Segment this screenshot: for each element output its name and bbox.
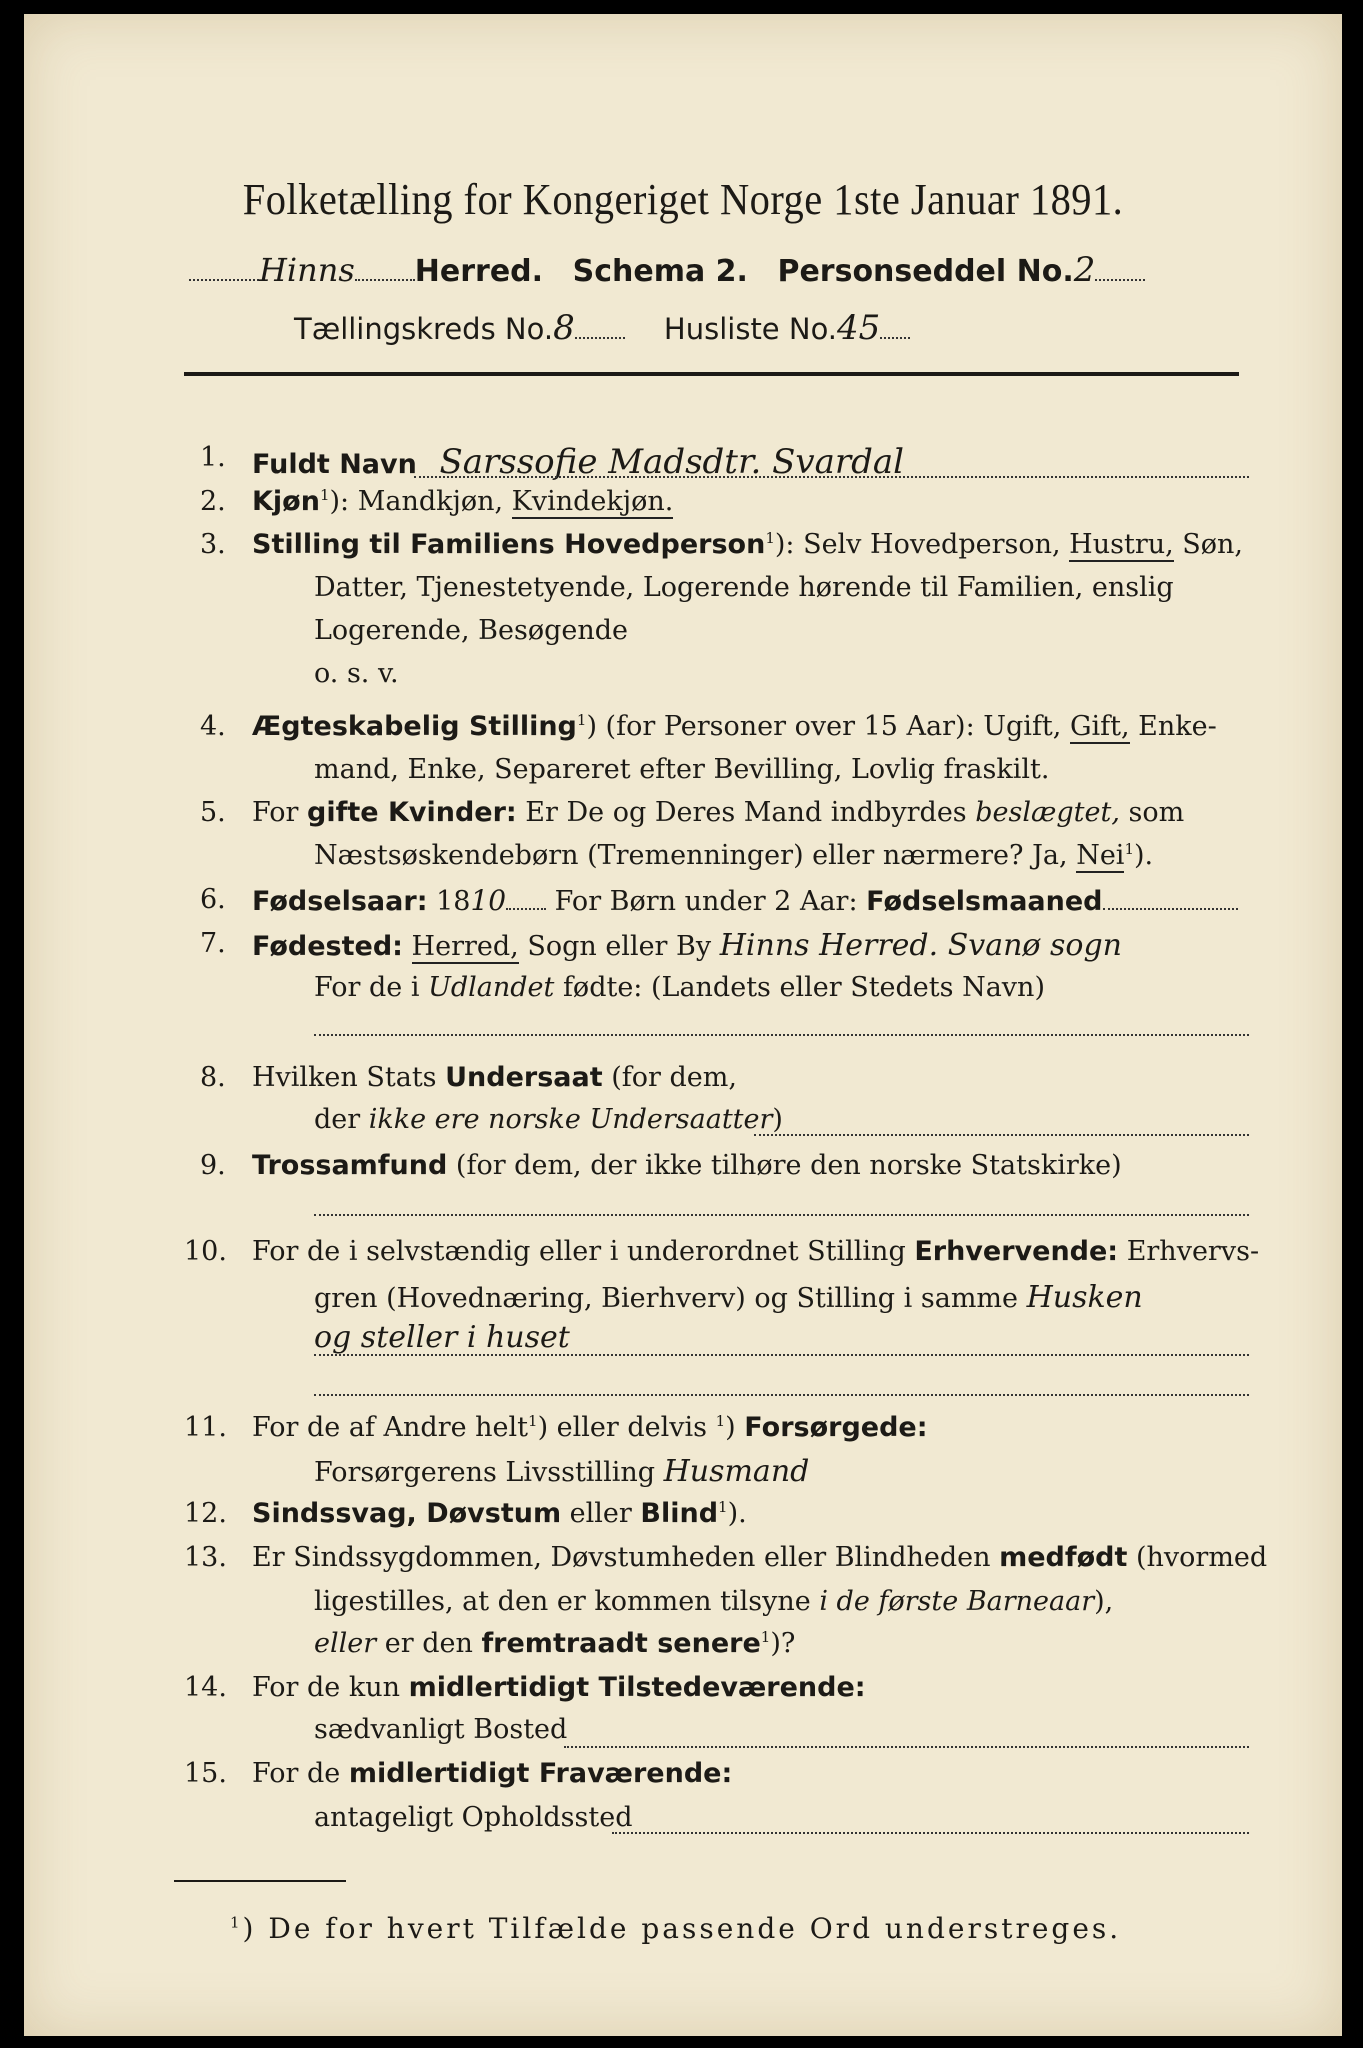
q14-number: 14. [184,1672,227,1703]
q3-selected: Hustru, [1069,529,1174,560]
q11-line2: Forsørgerens Livsstilling Husmand [314,1454,810,1489]
q2-row: Kjøn$^1$): Mandkjøn, Kvindekjøn. [252,486,674,517]
q5-line2: Næstsøskendebørn (Tremenninger) eller nærmere? Ja, Nei$^1$). [314,840,1154,871]
q5-number: 5. [200,797,226,828]
footnote-rule [174,1880,346,1882]
q9-label: Trossamfund [252,1150,448,1181]
form-title: Folketælling for Kongeriget Norge 1ste Januar 1891. [242,175,1124,224]
kreds-label: Tællingskreds No. [294,312,554,346]
q11-number: 11. [184,1412,227,1443]
q6-label: Fødselsaar: [252,886,428,917]
q13-label: medfødt [999,1542,1128,1573]
q10-row: For de i selvstændig eller i underordnet Stilling Erhvervende: Erhvervs- [252,1236,1260,1267]
q6-year-value: 10 [470,884,507,917]
herred-label: Herred. [414,254,544,289]
header-kreds-line [294,308,910,348]
q4-label: Ægteskabelig Stilling [252,711,577,742]
q15-leader [612,1832,1249,1834]
q11-answer: Husmand [663,1454,810,1489]
q7-row: Fødested: Herred, Sogn eller By Hinns Herred. Svanø sogn [252,928,1122,963]
q8-leader [754,1134,1249,1136]
q9-row: Trossamfund (for dem, der ikke tilhøre den norske Statskirke) [252,1150,1122,1181]
q12-label: Sindssvag, Døvstum [252,1498,562,1529]
q15-line2: antageligt Opholdssted [314,1802,633,1833]
q8-number: 8. [200,1062,226,1093]
q13-number: 13. [184,1542,227,1573]
q15-label: midlertidigt Fraværende: [348,1758,733,1789]
q6-row: Fødselsaar: 1810 For Børn under 2 Aar: Fødselsmaaned [252,884,1238,917]
husliste-value: 45 [837,308,881,348]
q10-label: Erhvervende: [914,1236,1119,1267]
q14-leader [564,1746,1249,1748]
q7-line2: For de i Udlandet fødte: (Landets eller Stedets Navn) [314,972,1045,1003]
q12-number: 12. [184,1498,227,1529]
q10-answer-b: og steller i huset [314,1320,570,1355]
footnote: $^1$) De for hvert Tilfælde passende Ord understreges. [230,1912,1122,1945]
schema-label: Schema 2. [572,254,748,289]
q7-blank-line [314,1034,1249,1036]
husliste-label: Husliste No. [663,312,838,346]
q13-line2: ligestilles, at den er kommen tilsyne i de første Barneaar), [314,1586,1114,1617]
q7-answer: Hinns Herred. Svanø sogn [719,928,1122,963]
q12-row: Sindssvag, Døvstum eller Blind$^1$). [252,1498,747,1529]
q1-leader [414,476,1249,478]
q7-number: 7. [200,928,226,959]
q4-line2: mand, Enke, Separeret efter Bevilling, Lovlig fraskilt. [314,754,1050,785]
q13-row: Er Sindssygdommen, Døvstumheden eller Blindheden medfødt (hvormed [252,1542,1268,1573]
q8-row: Hvilken Stats Undersaat (for dem, [252,1062,737,1093]
q3-line2: Datter, Tjenestetyende, Logerende hørende til Familien, enslig [314,572,1174,603]
kreds-value: 8 [553,308,575,348]
q10-leader [314,1354,1249,1356]
q10-blank-line [314,1394,1249,1396]
q3-number: 3. [200,529,226,560]
q8-line2: der ikke ere norske Undersaatter) [314,1104,783,1135]
q7-selected: Herred, [411,931,519,962]
q6-number: 6. [200,884,226,915]
q2-number: 2. [200,486,226,517]
q4-selected: Gift, [1069,711,1130,742]
personseddel-value: 2 [1073,250,1096,290]
q15-number: 15. [184,1758,227,1789]
q4-row: Ægteskabelig Stilling$^1$) (for Personer over 15 Aar): Ugift, Gift, Enke- [252,711,1217,742]
q1-answer: Sarssofie Madsdtr. Svardal [439,442,905,482]
q5-selected: Nei [1076,840,1125,871]
q10-line2: gren (Hovednæring, Bierhverv) og Stilling i samme Husken [314,1280,1143,1315]
q5-label: gifte Kvinder: [307,797,517,828]
q13-line3: eller er den fremtraadt senere$^1$)? [314,1628,796,1659]
q2-label: Kjøn [252,486,320,517]
q11-label: Forsørgede: [744,1412,928,1443]
census-form-page [24,14,1342,2036]
q14-label: midlertidigt Tilstedeværende: [408,1672,866,1703]
q1-number: 1. [200,442,226,473]
q14-line2: sædvanligt Bosted [314,1714,568,1745]
q3-line3: Logerende, Besøgende [314,615,628,646]
q8-label: Undersaat [445,1062,603,1093]
personseddel-label: Personseddel No. [777,254,1074,289]
q11-row: For de af Andre helt$^1$) eller delvis $^1$) Forsørgede: [252,1412,928,1443]
q3-line4: o. s. v. [314,658,399,689]
q14-row: For de kun midlertidigt Tilstedeværende: [252,1672,866,1703]
header-herred-line [189,250,1145,290]
q5-row: For gifte Kvinder: Er De og Deres Mand indbyrdes beslægtet, som [252,797,1185,828]
q2-selected: Kvindekjøn. [511,486,674,517]
q10-line3 [314,1320,570,1355]
q3-label: Stilling til Familiens Hovedperson [252,529,766,560]
q4-number: 4. [200,711,226,742]
q1-label: Fuldt Navn [252,449,417,480]
q10-number: 10. [184,1236,227,1267]
q9-blank-line [314,1214,1249,1216]
q9-number: 9. [200,1150,226,1181]
q3-row: Stilling til Familiens Hovedperson$^1$): Selv Hovedperson, Hustru, Søn, [252,529,1244,560]
q15-row: For de midlertidigt Fraværende: [252,1758,733,1789]
q7-label: Fødested: [252,931,403,962]
header-rule [184,372,1239,376]
herred-value: Hinns [259,251,355,289]
q10-answer-a: Husken [1026,1280,1143,1315]
